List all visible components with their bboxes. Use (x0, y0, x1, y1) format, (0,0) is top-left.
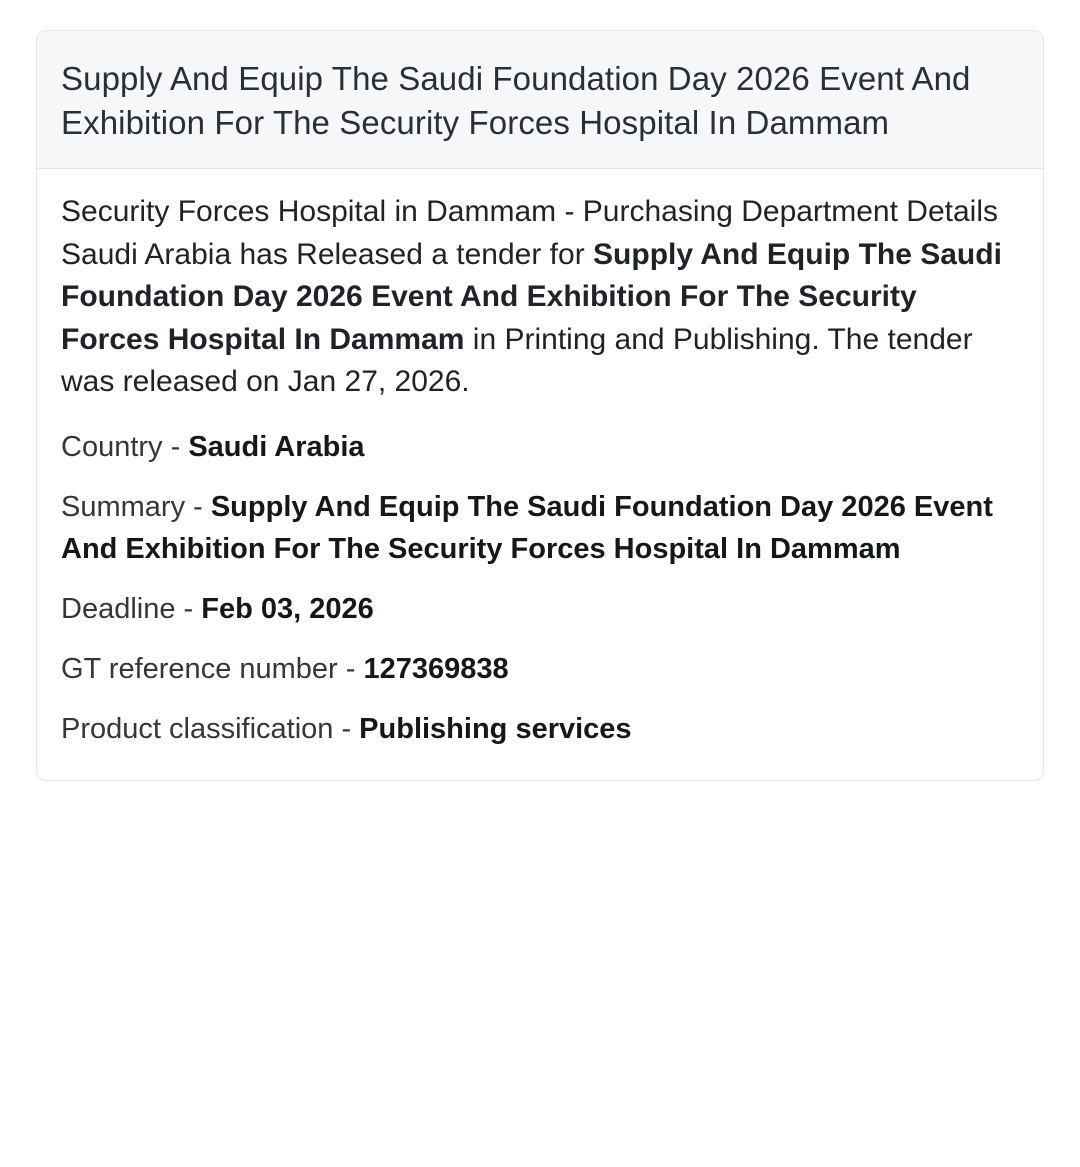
description-part-one: Security Forces Hospital in Dammam - Purchasing Department Details Saudi Arabia has Released a tender for (61, 195, 998, 271)
field-country-label: Country - (61, 431, 189, 464)
field-gt-reference-number-label: GT reference number - (61, 653, 364, 686)
field-summary-label: Summary - (61, 491, 211, 524)
page-title: Supply And Equip The Saudi Foundation Day 2026 Event And Exhibition For The Security Forces Hospital In Dammam (61, 60, 971, 141)
field-summary (61, 486, 1019, 570)
tender-card (36, 30, 1044, 781)
field-gt-reference-number (61, 648, 1019, 690)
field-country (61, 426, 1019, 468)
card-body (37, 169, 1043, 780)
tender-description (61, 191, 1019, 404)
field-country-value: Saudi Arabia (188, 431, 365, 464)
description-highlight: Supply And Equip The Saudi Foundation Day 2026 Event And Exhibition For The Security Forces Hospital In Dammam (61, 237, 1002, 356)
field-deadline-label: Deadline - (61, 593, 202, 626)
field-deadline-value: Feb 03, 2026 (201, 593, 374, 626)
field-summary-value: Supply And Equip The Saudi Foundation Day 2026 Event And Exhibition For The Security Forces Hospital In Dammam (61, 491, 993, 566)
card-header (37, 31, 1043, 169)
field-gt-reference-number-value: 127369838 (363, 653, 509, 686)
field-product-classification-label: Product classification - (61, 713, 360, 746)
field-product-classification-value: Publishing services (359, 713, 632, 746)
description-part-two: in Printing and Publishing. The tender was released on Jan 27, 2026. (61, 322, 973, 399)
field-product-classification (61, 708, 1019, 750)
field-deadline (61, 588, 1019, 630)
